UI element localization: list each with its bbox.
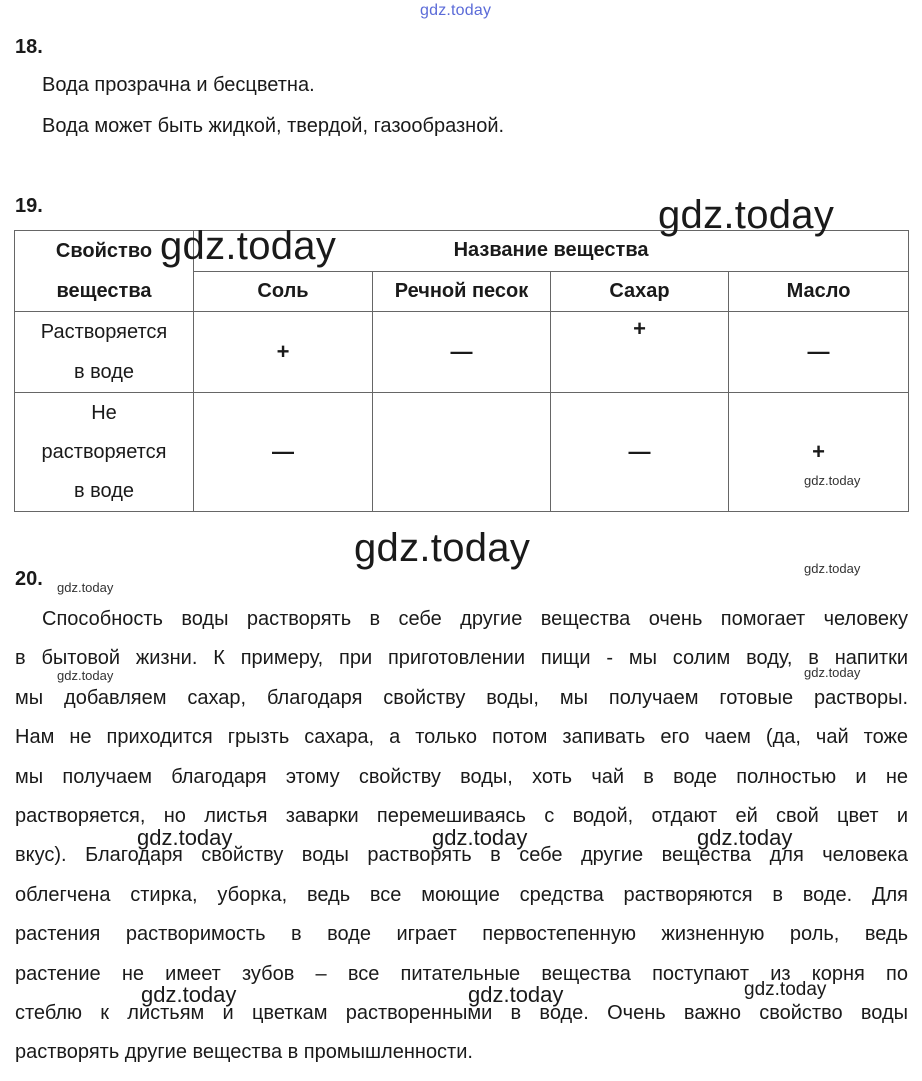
table-cell: + [729, 393, 909, 512]
paragraph-line: мы добавляем сахар, благодаря свойству воды, мы получаем готовые растворы. [15, 686, 908, 709]
table-cell: + [551, 312, 729, 393]
watermark-mid: gdz.today [141, 982, 237, 1007]
column-header: Речной песок [373, 271, 551, 312]
column-header: Соль [194, 271, 373, 312]
solubility-table [14, 230, 909, 512]
row-label-cell [15, 312, 194, 393]
paragraph-line: растворяется, но листья заварки перемешиваясь с водой, отдают ей свой цвет и [15, 805, 908, 828]
paragraph-line: растворять другие вещества в промышленности. [15, 1041, 473, 1064]
watermark-big: gdz.today [160, 224, 337, 268]
corner-line-2: вещества [56, 280, 152, 302]
paragraph-line: Способность воды растворять в себе другие вещества очень помогает человеку [42, 608, 908, 630]
watermark-small: gdz.today [804, 665, 861, 680]
watermark-mid: gdz.today [468, 982, 564, 1007]
table-cell: — [194, 393, 373, 512]
column-header: Сахар [551, 271, 729, 312]
table-cell: + [194, 312, 373, 393]
paragraph-line: облегчена стирка, уборка, ведь все моющие средства растворяются в воде. Для [15, 883, 908, 906]
row-label-cell [15, 393, 194, 512]
paragraph-line: вкус). Благодаря свойству воды растворять в себе другие вещества для человека [15, 844, 908, 867]
task-18-number: 18. [15, 36, 43, 58]
paragraph-line: стеблю к листьям и цветкам растворенными в воде. Очень важно свойство воды [15, 1002, 908, 1025]
task-20-number: 20. [15, 568, 43, 590]
task-19-number: 19. [15, 195, 43, 217]
paragraph-line: Нам не приходится грызть сахара, а только потом запивать его чаем (да, чай тоже [15, 726, 908, 749]
watermark-big: gdz.today [354, 526, 531, 570]
row-label-line: Не [91, 401, 117, 424]
table-row [15, 312, 909, 393]
watermark-mid: gdz.today [697, 825, 793, 850]
task-18-line-1: Вода прозрачна и бесцветна. [42, 74, 315, 96]
watermark-mid: gdz.today [137, 825, 233, 850]
paragraph-line: растение не имеет зубов – все питательные вещества поступают из корня по [15, 962, 908, 985]
row-label-line: растворяется [41, 440, 167, 463]
task-18-line-2: Вода может быть жидкой, твердой, газообразной. [42, 115, 505, 137]
row-label-line: в воде [73, 361, 135, 383]
table-cell: — [373, 312, 551, 393]
table-cell: — [729, 312, 909, 393]
row-label-line: в воде [73, 479, 135, 502]
paragraph-line: в бытовой жизни. К примеру, при приготовлении пищи - мы солим воду, в напитки [15, 647, 908, 670]
group-header-cell: Название вещества [194, 231, 909, 272]
watermark-mid: gdz.today [432, 825, 528, 850]
table-row [15, 393, 909, 512]
watermark-small: gdz.today [57, 668, 114, 683]
watermark-small: gdz.today [804, 561, 861, 576]
table-cell [373, 393, 551, 512]
corner-line-1: Свойство [55, 240, 153, 262]
column-header: Масло [729, 271, 909, 312]
paragraph-line: растения растворимость в воде играет первостепенную жизненную роль, ведь [15, 923, 908, 946]
row-label-line: Растворяется [40, 321, 168, 343]
watermark-small: gdz.today [57, 580, 114, 595]
watermark-top: gdz.today [420, 2, 492, 19]
watermark-small: gdz.today [804, 473, 861, 488]
watermark-mid: gdz.today [744, 979, 827, 1000]
table-cell: — [551, 393, 729, 512]
watermark-big: gdz.today [658, 193, 835, 237]
paragraph-line: мы получаем благодаря этому свойству воды, хоть чай в воде полностью и не [15, 765, 908, 788]
